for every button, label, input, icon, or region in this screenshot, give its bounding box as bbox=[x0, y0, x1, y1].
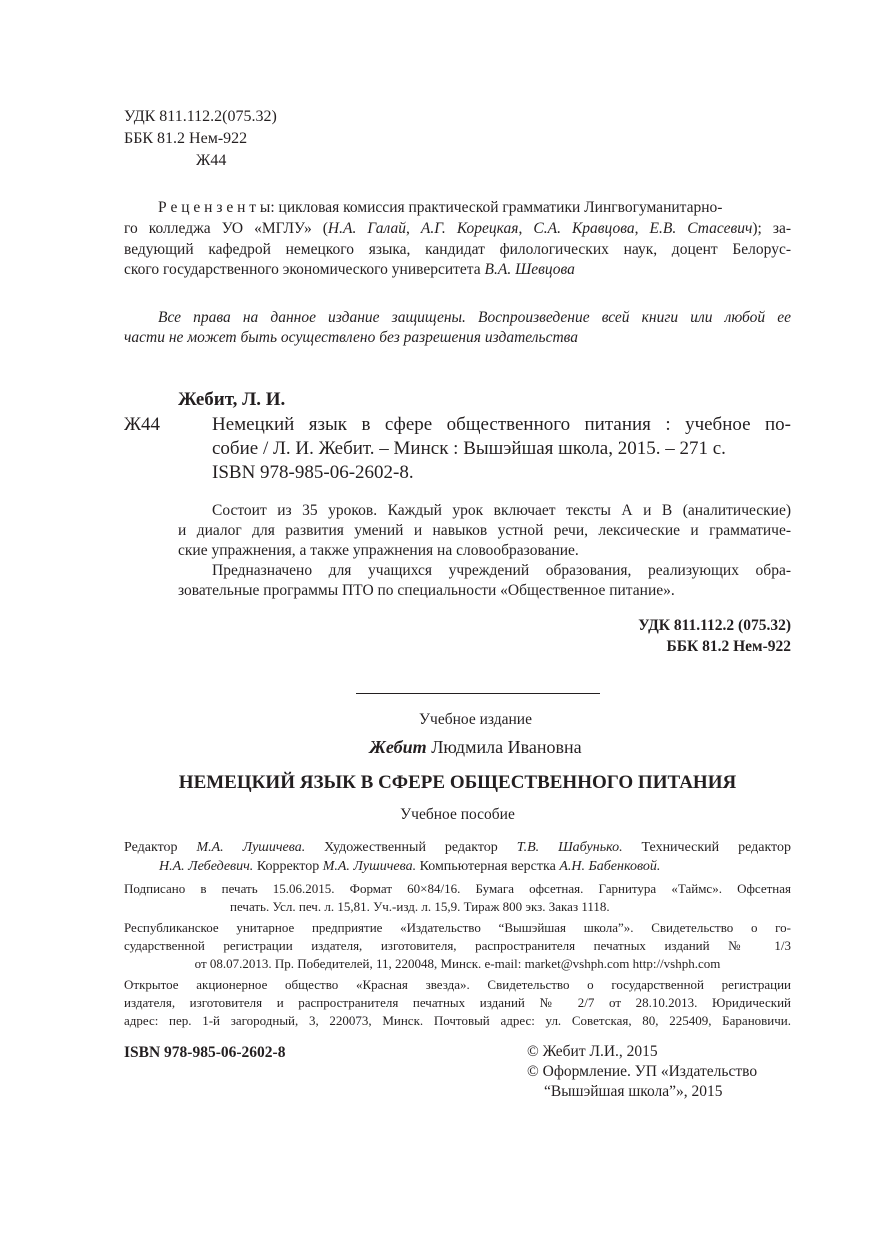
staff-part: Т.В. Шабунько. bbox=[516, 840, 623, 855]
copyright-line-1: © Жебит Л.И., 2015 bbox=[527, 1043, 658, 1060]
bib-author: Жебит, Л. И. bbox=[178, 389, 286, 410]
reviewers-line-3: ведующий кафедрой немецкого языка, кандидат филологических наук, доцент Белорус- bbox=[124, 241, 791, 258]
staff-part: Корректор bbox=[253, 859, 323, 874]
reviewers-line-4 bbox=[124, 261, 575, 279]
reviewers-line-1 bbox=[158, 199, 722, 217]
staff-part: Редактор bbox=[124, 840, 197, 855]
staff-part: Художественный редактор bbox=[305, 840, 517, 855]
bib-author-mark: Ж44 bbox=[124, 414, 161, 435]
reviewers-line-2 bbox=[124, 220, 791, 238]
reviewers-text: го колледжа УО «МГЛУ» ( bbox=[124, 220, 328, 237]
bib-title-line-2: собие / Л. И. Жебит. – Минск : Вышэйшая школа, 2015. – 271 с. bbox=[212, 438, 726, 459]
publisher-line-3: от 08.07.2013. Пр. Победителей, 11, 220048, Минск. e-mail: market@vshph.com http://vshph.com bbox=[194, 956, 721, 971]
reviewer-name: А.Г. Корецкая bbox=[420, 220, 519, 237]
bbk-code-bottom: ББК 81.2 Нем-922 bbox=[666, 638, 791, 655]
staff-part: Технический редактор bbox=[622, 840, 791, 855]
udc-code-bottom: УДК 811.112.2 (075.32) bbox=[638, 617, 791, 634]
edition-type: Учебное издание bbox=[419, 711, 532, 728]
bib-title-line-1: Немецкий язык в сфере общественного питания : учебное по- bbox=[212, 414, 791, 435]
isbn-bottom: ISBN 978-985-06-2602-8 bbox=[124, 1044, 286, 1061]
staff-part: М.А. Лушичева. bbox=[196, 840, 306, 855]
printer-line-3: адрес: пер. 1-й загородный, 3, 220073, Минск. Почтовый адрес: ул. Советская, 80, 225409, Барановичи. bbox=[124, 1013, 791, 1028]
udc-code-top: УДК 811.112.2(075.32) bbox=[124, 108, 277, 125]
reviewer-name: С.А. Кравцова bbox=[533, 220, 635, 237]
separator-rule bbox=[356, 693, 600, 694]
imprint-title: НЕМЕЦКИЙ ЯЗЫК В СФЕРЕ ОБЩЕСТВЕННОГО ПИТАНИЯ bbox=[178, 772, 737, 793]
reviewer-name: В.А. Шевцова bbox=[484, 261, 575, 278]
imprint-subtitle: Учебное пособие bbox=[400, 806, 515, 823]
reviewers-text: : цикловая комиссия практической грамматики Лингвогуманитарно- bbox=[270, 199, 723, 216]
reviewers-text: ского государственного экономического университета bbox=[124, 261, 485, 278]
staff-line-2 bbox=[159, 859, 660, 875]
publisher-line-1: Республиканское унитарное предприятие «Издательство “Вышэйшая школа”». Свидетельство о го- bbox=[124, 920, 791, 935]
annotation-line-1: Состоит из 35 уроков. Каждый урок включает тексты А и В (аналитические) bbox=[212, 502, 791, 519]
staff-line-1 bbox=[124, 840, 791, 856]
reviewers-label: Р е ц е н з е н т ы bbox=[158, 199, 271, 216]
reviewer-name: Е.В. Стасевич bbox=[649, 220, 753, 237]
publisher-line-2: сударственной регистрации издателя, изготовителя, распространителя печатных изданий № 1/3 bbox=[124, 938, 791, 953]
copyright-line-2: © Оформление. УП «Издательство bbox=[527, 1063, 758, 1080]
author-mark-top: Ж44 bbox=[196, 152, 227, 169]
print-info-line-1: Подписано в печать 15.06.2015. Формат 60×84/16. Бумага офсетная. Гарнитура «Таймс». Офсетная bbox=[124, 881, 791, 896]
author-given-name: Людмила Ивановна bbox=[426, 737, 582, 757]
printer-line-1: Открытое акционерное общество «Красная звезда». Свидетельство о государственной регистрации bbox=[124, 977, 791, 992]
separator: , bbox=[518, 220, 534, 237]
rights-notice-line-1: Все права на данное издание защищены. Воспроизведение всей книги или любой ее bbox=[158, 309, 791, 326]
printer-line-2: издателя, изготовителя и распространителя печатных изданий № 2/7 от 28.10.2013. Юридический bbox=[124, 995, 791, 1010]
staff-part: М.А. Лушичева. bbox=[322, 859, 417, 874]
bbk-code-top: ББК 81.2 Нем-922 bbox=[124, 130, 248, 147]
annotation-line-4: Предназначено для учащихся учреждений образования, реализующих обра- bbox=[212, 562, 791, 579]
staff-part: Компьютерная верстка bbox=[416, 859, 560, 874]
annotation-line-3: ские упражнения, а также упражнения на словообразование. bbox=[178, 542, 579, 559]
imprint-author bbox=[0, 737, 869, 758]
annotation-line-2: и диалог для развития умений и навыков устной речи, лексические и грамматиче- bbox=[178, 522, 791, 539]
print-info-line-2: печать. Усл. печ. л. 15,81. Уч.-изд. л. 15,9. Тираж 800 экз. Заказ 1118. bbox=[230, 899, 610, 914]
reviewer-name: Н.А. Галай bbox=[327, 220, 406, 237]
annotation-line-5: зовательные программы ПТО по специальности «Общественное питание». bbox=[178, 582, 675, 599]
reviewers-text: ); за- bbox=[752, 220, 792, 237]
staff-part: Н.А. Лебедевич. bbox=[159, 859, 254, 874]
author-surname: Жебит bbox=[369, 737, 427, 757]
rights-notice-line-2: части не может быть осуществлено без разрешения издательства bbox=[124, 329, 579, 346]
bib-isbn: ISBN 978-985-06-2602-8. bbox=[212, 462, 414, 483]
separator: , bbox=[406, 220, 421, 237]
staff-part: А.Н. Бабенковой. bbox=[559, 859, 661, 874]
copyright-line-3: “Вышэйшая школа”», 2015 bbox=[544, 1083, 723, 1100]
separator: , bbox=[634, 220, 650, 237]
